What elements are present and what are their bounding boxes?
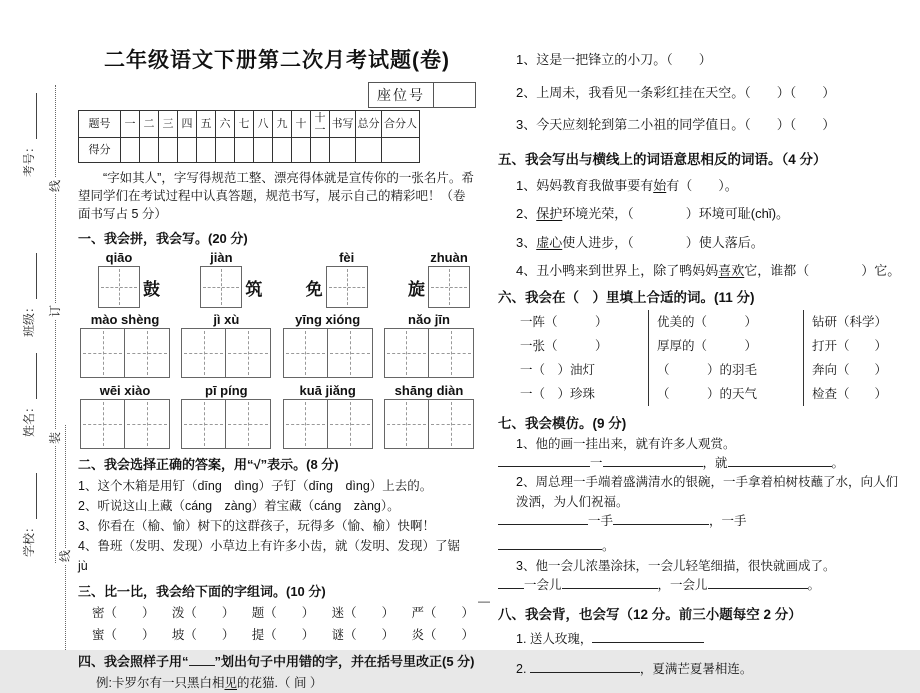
section3-row-2: [78, 625, 476, 646]
binding-dotted-line-2: [65, 425, 66, 650]
seat-number-blank-cell: [434, 83, 476, 108]
given-character: 免: [305, 280, 323, 300]
score-header-cell: 一: [121, 111, 140, 138]
pinyin-label: nǎo jīn: [408, 312, 450, 328]
pinyin-item: [384, 312, 474, 378]
section7-item-2: 2、周总理一手端着盛满清水的银碗，一手拿着柏树枝蘸了水，向人们泼洒，为人们祝福。: [516, 475, 898, 509]
fill-word-item: （ ）的羽毛: [657, 362, 758, 377]
fill-word-item: 厚厚的（ ）: [657, 338, 758, 353]
item-text: ，一会儿: [657, 578, 708, 593]
score-header-cell: 题号: [79, 111, 121, 138]
left-column: [78, 44, 476, 693]
pinyin-label: jì xù: [213, 312, 240, 328]
margin-field-exam-number: [19, 73, 37, 177]
item-text: 环境光荣，（ ）环境可耻(chǐ)。: [562, 206, 790, 221]
writing-grid: [428, 266, 470, 308]
score-table-header-row: [79, 111, 476, 138]
pinyin-item: [80, 383, 170, 449]
item-text: ，一手: [709, 514, 747, 528]
item-text: 1、妈妈教育我做事要有: [516, 177, 654, 193]
score-header-cell: 三: [159, 111, 178, 138]
binding-line-char: 订: [48, 305, 62, 318]
zuci-item: 提（ ）: [251, 627, 315, 642]
writing-grid: [181, 328, 271, 378]
fill-word-item: 优美的（ ）: [657, 314, 758, 329]
pinyin-label: kuā jiǎng: [299, 383, 356, 399]
margin-field-school: [19, 453, 37, 557]
margin-field-label: 班级：: [22, 300, 36, 337]
heading-blank-line: [189, 655, 215, 666]
section2-item-1: 1、这个木箱是用钉（dīng dìng）子钉（dīng dìng）上去的。: [78, 479, 433, 494]
binding-line-char: 线: [48, 180, 62, 193]
score-empty-cell: [121, 138, 140, 163]
section7-item-3: 3、他一会儿浓墨涂抹，一会儿轻笔细描，很快就画成了。: [516, 558, 836, 573]
pinyin-row-1: [78, 250, 476, 308]
score-empty-cell: [140, 138, 159, 163]
item-text: 。: [807, 578, 821, 593]
section4-item-1: 1、这是一把锋立的小刀。（ ）: [516, 52, 712, 67]
writing-grid: [98, 266, 140, 308]
zuci-item: 严（ ）: [411, 606, 474, 621]
section2-item-4-cont: jù: [78, 559, 88, 574]
answer-blank: [592, 630, 704, 643]
margin-field-label: 考号：: [22, 140, 36, 177]
writing-grid: [80, 328, 170, 378]
underlined-word: 保护: [536, 206, 563, 221]
answer-blank: [613, 512, 709, 525]
item-text: 。: [831, 455, 845, 470]
section4-item-3: 3、今天应刻轮到第二小祖的同学值日。（ ）（ ）: [516, 117, 836, 132]
margin-field-class: [19, 233, 37, 337]
item-text: 一会儿: [524, 578, 562, 593]
pinyin-item: [303, 250, 368, 308]
writing-grid: [326, 266, 368, 308]
score-empty-cell: [356, 138, 382, 163]
zuci-item: 密（ ）: [92, 606, 155, 621]
score-table: [78, 110, 476, 163]
binding-line-char: 线: [58, 550, 72, 563]
writing-grid: [200, 266, 242, 308]
section6-column-3: [803, 310, 908, 406]
zuci-item: 迷（ ）: [331, 606, 395, 621]
pinyin-item: [98, 250, 163, 308]
section7-item-2-blanks: [498, 512, 910, 531]
margin-field-blank: [25, 93, 37, 139]
section5-item-1: [498, 176, 910, 196]
section7-item-2-blanks-2: [498, 537, 910, 556]
item-text: 它，谁都（ ）它。: [744, 263, 901, 278]
item-text: 有（ ）。: [666, 177, 738, 193]
score-header-cell: 八: [254, 111, 273, 138]
answer-blank: [498, 512, 588, 525]
writing-grid: [283, 328, 373, 378]
item-text: 3、: [516, 234, 537, 250]
underlined-char: 见: [224, 675, 237, 690]
fill-word-item: 检查（ ）: [812, 386, 888, 401]
margin-field-name: [19, 333, 37, 437]
section5-item-3: [498, 233, 910, 253]
fill-word-item: 奔向（ ）: [812, 362, 888, 377]
section6-word-grid: [498, 310, 910, 406]
writing-grid: [181, 399, 271, 449]
pinyin-item: [80, 312, 170, 378]
pinyin-label: qiāo: [105, 250, 133, 266]
item-text: ，就: [702, 455, 728, 470]
section6-column-2: [648, 310, 803, 406]
pinyin-label: zhuàn: [430, 250, 468, 266]
example-pre: 例:卡罗尔有一只黑白相: [96, 675, 225, 690]
score-header-cell: 九: [273, 111, 292, 138]
seat-number-box: [368, 82, 476, 108]
score-empty-cell: [273, 138, 292, 163]
section8-heading: 八、我会背，也会写（12 分。前三小题每空 2 分）: [498, 606, 802, 622]
item-text: 2、: [516, 206, 537, 221]
pinyin-label: pī píng: [205, 383, 248, 399]
margin-field-label: 姓名：: [22, 400, 36, 437]
section4-heading: [78, 651, 476, 670]
score-header-cell: 十: [292, 111, 311, 138]
score-empty-cell: [216, 138, 235, 163]
section4-item-2: 2、上周未，我看见一条彩红挂在天空。（ ）（ ）: [516, 84, 836, 100]
pinyin-row-3: [78, 383, 476, 449]
item-text: 4、丑小鸭来到世界上，除了鸭妈妈: [516, 263, 719, 278]
section4-heading-post: ”划出句子中用错的字，并在括号里改正(5 分): [214, 653, 475, 669]
item-text: 1. 送人玫瑰，: [516, 631, 593, 646]
answer-blank: [498, 537, 602, 550]
fill-word-item: 一张（ ）: [520, 338, 608, 353]
fill-word-item: 钻研（科学）: [812, 314, 888, 329]
right-column: [498, 50, 910, 679]
underlined-word: 喜欢: [718, 263, 745, 278]
answer-blank: [498, 454, 590, 467]
binding-line-char: 装: [48, 432, 62, 445]
pinyin-label: yīng xióng: [295, 312, 361, 328]
section1-heading: 一、我会拼，我会写。(20 分): [78, 231, 248, 247]
underlined-word: 虚心: [536, 234, 563, 250]
given-character: 旋: [407, 280, 425, 300]
section4-heading-pre: 四、我会照样子用“: [78, 653, 189, 669]
item-text: 。: [602, 539, 615, 554]
section5-item-2: [498, 204, 910, 224]
zuci-item: 坡（ ）: [171, 627, 235, 642]
writing-grid: [283, 399, 373, 449]
section2-item-4: 4、鲁班（发明、发现）小草边上有许多小齿，就（发明、发现）了锯: [78, 539, 460, 554]
answer-blank: [562, 576, 658, 589]
score-header-cell: 书写: [330, 111, 356, 138]
item-text: ，夏满芒夏暑相连。: [639, 661, 753, 676]
margin-field-blank: [25, 473, 37, 519]
zuci-item: 题（ ）: [251, 606, 315, 621]
exam-notice: “字如其人”，字写得规范工整、漂亮得体就是宣传你的一张名片。希望同学们在考试过程中认真答题，规范书写，展示自己的精彩吧！（卷面书写占 5 分）: [78, 171, 474, 222]
pinyin-row-2: [78, 312, 476, 378]
section7-heading: 七、我会模仿。(9 分): [498, 415, 627, 431]
answer-blank: [708, 576, 808, 589]
section6-column-1: [498, 310, 648, 406]
given-character: 鼓: [143, 280, 160, 300]
zuci-item: 蜜（ ）: [92, 627, 155, 642]
margin-field-blank: [25, 253, 37, 299]
pinyin-item: [283, 383, 373, 449]
page-number-mark: —: [478, 594, 490, 608]
zuci-item: 炎（ ）: [411, 627, 474, 642]
writing-grid: [384, 328, 474, 378]
score-row-label: 得分: [79, 138, 121, 163]
binding-dotted-line: [55, 85, 56, 563]
score-header-cell: 五: [197, 111, 216, 138]
writing-grid: [80, 399, 170, 449]
score-header-cell: 十一: [311, 111, 330, 138]
fill-word-item: 一阵（ ）: [520, 314, 608, 329]
section5-item-4: [498, 261, 910, 281]
writing-grid: [384, 399, 474, 449]
section2-item-3: 3、你看在（榆、愉）树下的这群孩子，玩得多（愉、榆）快啊！: [78, 519, 435, 534]
pinyin-item: [181, 312, 271, 378]
section2-heading: 二、我会选择正确的答案，用“√”表示。(8 分): [78, 457, 339, 473]
fill-word-item: 打开（ ）: [812, 338, 888, 353]
item-text: 2.: [516, 661, 527, 676]
fill-word-item: （ ）的天气: [657, 386, 758, 401]
section5-heading: 五、我会写出与横线上的词语意思相反的词语。（4 分）: [498, 151, 827, 167]
seat-number-label: 座位号: [369, 83, 434, 108]
pinyin-label: jiàn: [210, 250, 233, 266]
score-empty-cell: [311, 138, 330, 163]
zuci-item: 泼（ ）: [171, 606, 235, 621]
section7-item-3-blanks: [498, 576, 910, 595]
section8-item-1: [498, 630, 910, 649]
score-header-cell: 六: [216, 111, 235, 138]
seat-number-row: [78, 82, 476, 108]
pinyin-item: [384, 383, 474, 449]
example-post: 的花猫.（ 间 ）: [237, 675, 323, 690]
score-empty-cell: [178, 138, 197, 163]
score-empty-cell: [159, 138, 178, 163]
pinyin-item: [200, 250, 265, 308]
score-empty-cell: [292, 138, 311, 163]
section8-item-2: [498, 660, 910, 679]
score-table-score-row: [79, 138, 476, 163]
answer-blank: [530, 660, 640, 673]
pinyin-label: wēi xiào: [99, 383, 151, 399]
margin-field-blank: [25, 353, 37, 399]
section3-row-1: [78, 603, 476, 624]
score-empty-cell: [382, 138, 420, 163]
underlined-word: 始: [653, 177, 667, 193]
score-header-cell: 合分人: [382, 111, 420, 138]
item-text: 一手: [588, 514, 614, 528]
answer-blank: [603, 454, 703, 467]
given-character: 筑: [245, 280, 263, 300]
section7-item-1-blanks: [498, 454, 910, 473]
fill-word-item: 一（ ）珍珠: [520, 386, 596, 401]
pinyin-label: mào shèng: [90, 312, 160, 328]
pinyin-label: shāng diàn: [394, 383, 464, 399]
score-header-cell: 二: [140, 111, 159, 138]
zuci-item: 谜（ ）: [331, 627, 395, 642]
item-text: 使人进步，（ ）使人落后。: [562, 234, 764, 250]
pinyin-item: [283, 312, 373, 378]
pinyin-item: [405, 250, 470, 308]
answer-blank: [728, 454, 832, 467]
section2-item-2: 2、听说这山上藏（cáng zàng）着宝藏（cáng zàng）。: [78, 499, 400, 514]
fill-word-item: 一（ ）油灯: [520, 362, 596, 377]
score-empty-cell: [235, 138, 254, 163]
score-empty-cell: [330, 138, 356, 163]
section3-heading: 三、比一比，我会给下面的字组词。(10 分): [78, 584, 326, 600]
section4-example: [78, 673, 476, 693]
section6-heading: 六、我会在（ ）里填上合适的词。(11 分): [498, 289, 755, 305]
answer-blank: [498, 576, 524, 589]
score-empty-cell: [197, 138, 216, 163]
section7-item-1: 1、他的画一挂出来，就有许多人观赏。: [516, 436, 736, 451]
score-header-cell: 总分: [356, 111, 382, 138]
item-text: 一: [590, 455, 603, 470]
score-empty-cell: [254, 138, 273, 163]
page-title: 二年级语文下册第二次月考试题(卷): [104, 49, 450, 72]
score-header-cell: 四: [178, 111, 197, 138]
score-header-cell: 七: [235, 111, 254, 138]
pinyin-item: [181, 383, 271, 449]
pinyin-label: fèi: [339, 250, 355, 266]
margin-field-label: 学校：: [22, 520, 36, 557]
